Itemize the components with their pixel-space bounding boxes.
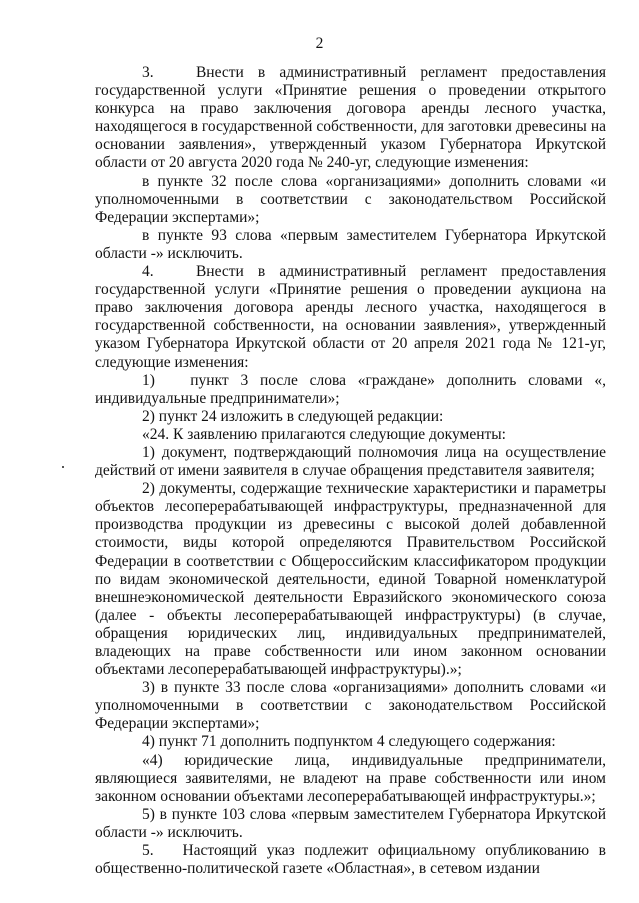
- paragraph-subitem-1: 1) пункт 3 после слова «граждане» дополнить словами «, индивидуальные предприниматели»;: [95, 371, 606, 407]
- paragraph-point-24-doc-2: 2) документы, содержащие технические характеристики и параметры объектов лесоперерабатывающей инфраструктуры, предназначенной для производства продукции из древесины с высокой долей добавленной стоимости, виды которой определяются Правительством Российской Федерации в соответствии с Общероссийским классификатором продукции по видам экономической деятельности, единой Товарной номенклатурой внешнеэкономической деятельности Евразийского экономического союза (далее - объекты лесоперерабатывающей инфраструктуры) (в случае, обращения юридических лиц, индивидуальных предпринимателей, владеющих на праве собственности или ином законном основании объектами лесоперерабатывающей инфраструктуры).»;: [95, 480, 606, 679]
- page-number: 2: [315, 35, 324, 52]
- paragraph-amend-point-93: в пункте 93 слова «первым заместителем Губернатора Иркутской области -» исключить.: [95, 226, 606, 262]
- scan-speck: [62, 466, 64, 468]
- paragraph-item-5: 5. Настоящий указ подлежит официальному опубликованию в общественно-политической газете «Областная», в сетевом издании: [95, 842, 606, 878]
- paragraph-subitem-2: 2) пункт 24 изложить в следующей редакции:: [142, 407, 444, 425]
- paragraph-point-24-intro: «24. К заявлению прилагаются следующие документы:: [142, 425, 506, 443]
- paragraph-amend-point-32: в пункте 32 после слова «организациями» дополнить словами «и уполномоченными в соответствии с законодательством Российской Федерации экспертами»;: [95, 172, 606, 226]
- paragraph-subitem-4-text: «4) юридические лица, индивидуальные предприниматели, являющиеся заявителями, не владеют на праве собственности или ином законном основании объектами лесоперерабатывающей инфраструктуры.»;: [95, 751, 606, 805]
- document-body: [95, 64, 606, 878]
- paragraph-item-3: 3. Внести в административный регламент предоставления государственной услуги «Принятие решения о проведении открытого конкурса на право заключения договора аренды лесного участка, находящегося в государственной собственности, для заготовки древесины на основании заявления», утвержденный указом Губернатора Иркутской области от 20 августа 2020 года № 240-уг, следующие изменения:: [95, 64, 606, 172]
- paragraph-subitem-3: 3) в пункте 33 после слова «организациями» дополнить словами «и уполномоченными в соответствии с законодательством Российской Федерации экспертами»;: [95, 679, 606, 733]
- paragraph-point-24-doc-1: 1) документ, подтверждающий полномочия лица на осуществление действий от имени заявителя в случае обращения представителя заявителя;: [95, 443, 606, 480]
- paragraph-subitem-5: 5) в пункте 103 слова «первым заместителем Губернатора Иркутской области -» исключить.: [95, 805, 606, 841]
- paragraph-subitem-4: 4) пункт 71 дополнить подпунктом 4 следующего содержания:: [142, 733, 556, 751]
- paragraph-item-4: 4. Внести в административный регламент предоставления государственной услуги «Принятие решения о проведении аукциона на право заключения договора аренды лесного участка, находящегося в государственной собственности, на основании заявления», утвержденный указом Губернатора Иркутской области от 20 апреля 2021 года № 121-уг, следующие изменения:: [95, 263, 606, 371]
